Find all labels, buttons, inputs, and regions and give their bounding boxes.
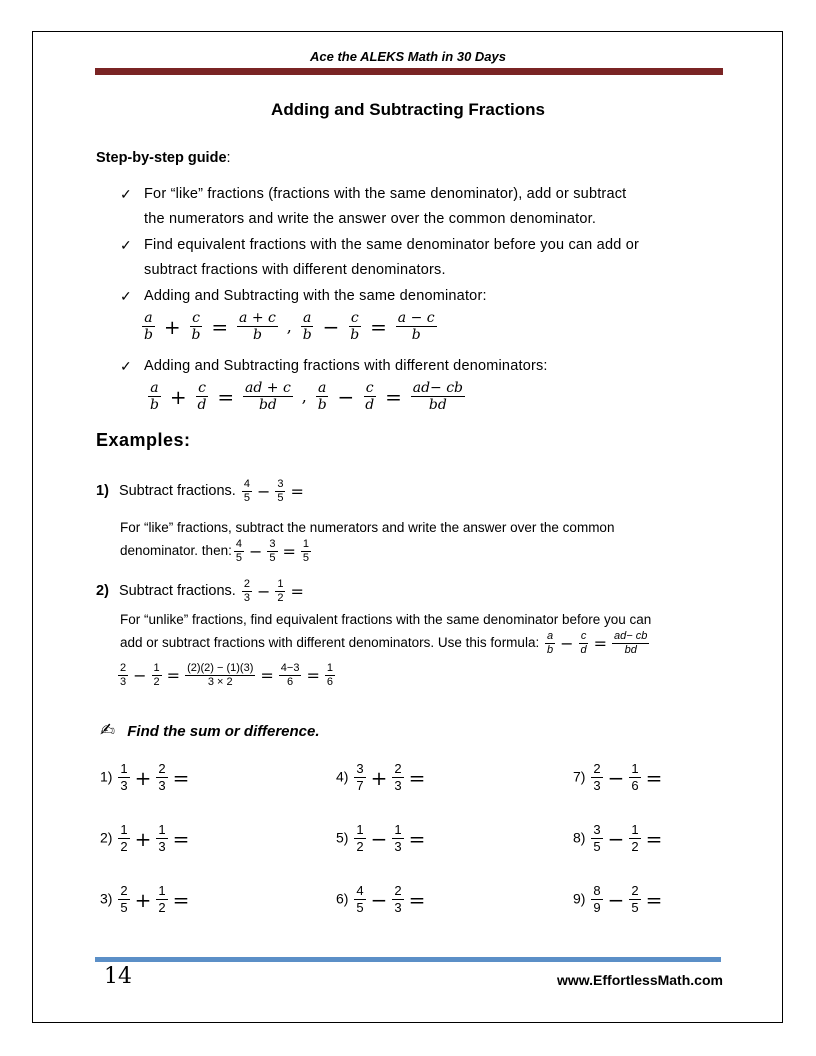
check-icon: ✓ bbox=[120, 237, 132, 253]
problem: 3) $\frac{2}{5}$ + $\frac{1}{2}$ = bbox=[100, 883, 190, 915]
problem-number: 9) bbox=[573, 890, 586, 907]
problem: 7) $\frac{2}{3}$ − $\frac{1}{6}$ = bbox=[573, 761, 663, 793]
guide-heading: Step-by-step guide: bbox=[96, 150, 231, 166]
example-2-solution-line-1: For “unlike” fractions, find equivalent fractions with the same denominator before you can bbox=[120, 612, 652, 627]
problem-number: 5) bbox=[336, 829, 349, 846]
example-2-solution-steps: $\frac{2}{3}$ − $\frac{1}{2}$ = $\frac{(2)(2) - (1)(3)}{3 \times 2}$ = $\frac{4-3}{6}$ = $\frac{1}{6}$ bbox=[120, 662, 333, 688]
bullet-1-line-2: the numerators and write the answer over the common denominator. bbox=[144, 211, 597, 227]
formula-same-denominator: $\frac{a}{b}$ + $\frac{c}{b}$ = $\frac{a + c}{b}$ , $\frac{a}{b}$ − $\frac{c}{b}$ = $\frac{a - c}{b}$ bbox=[144, 310, 435, 344]
formula-different-denominator: $\frac{a}{b}$ + $\frac{c}{d}$ = $\frac{ad + c}{bd}$ , $\frac{a}{b}$ − $\frac{c}{d}$ = $\frac{ad- cb}{bd}$ bbox=[150, 380, 464, 414]
example-1-solution-line-1: For “like” fractions, subtract the numerators and write the answer over the common bbox=[120, 520, 615, 535]
footer-rule bbox=[95, 957, 721, 962]
bullet-4: ✓ Adding and Subtracting fractions with different denominators: bbox=[120, 358, 548, 374]
example-2: 2) Subtract fractions. $\frac{2}{3}$ − $\frac{1}{2}$ = bbox=[96, 578, 304, 604]
problem-number: 6) bbox=[336, 890, 349, 907]
bullet-1: ✓ For “like” fractions (fractions with the same denominator), add or subtract bbox=[120, 186, 627, 202]
bullet-3: ✓ Adding and Subtracting with the same denominator: bbox=[120, 288, 487, 304]
check-icon: ✓ bbox=[120, 358, 132, 374]
example-2-solution-line-2: add or subtract fractions with different denominators. Use this formula: $\frac{a}{b}$ − $\frac{c}{d}$ = $\frac{ad- cb}{bd}$ bbox=[120, 630, 648, 656]
page-number: 14 bbox=[104, 964, 132, 989]
problem-number: 4) bbox=[336, 768, 349, 785]
problem-number: 8) bbox=[573, 829, 586, 846]
problem-number: 7) bbox=[573, 768, 586, 785]
example-1: 1) Subtract fractions. $\frac{4}{5}$ − $\frac{3}{5}$ = bbox=[96, 478, 304, 504]
example-1-solution-line-2: denominator. then: $\frac{4}{5}$ − $\frac{3}{5}$ = $\frac{1}{5}$ bbox=[120, 538, 310, 564]
problem: 8) $\frac{3}{5}$ − $\frac{1}{2}$ = bbox=[573, 822, 663, 854]
problem: 4) $\frac{3}{7}$ + $\frac{2}{3}$ = bbox=[336, 761, 426, 793]
lesson-title: Adding and Subtracting Fractions bbox=[271, 100, 545, 119]
problem-number: 2) bbox=[100, 829, 113, 846]
check-icon: ✓ bbox=[120, 186, 132, 202]
problem: 6) $\frac{4}{5}$ − $\frac{2}{3}$ = bbox=[336, 883, 426, 915]
problem: 9) $\frac{8}{9}$ − $\frac{2}{5}$ = bbox=[573, 883, 663, 915]
problem-number: 1) bbox=[100, 768, 113, 785]
problem-number: 3) bbox=[100, 890, 113, 907]
pencil-icon: ✍ bbox=[100, 720, 116, 741]
problem: 1) $\frac{1}{3}$ + $\frac{2}{3}$ = bbox=[100, 761, 190, 793]
bullet-2-line-2: subtract fractions with different denominators. bbox=[144, 262, 446, 278]
check-icon: ✓ bbox=[120, 288, 132, 304]
header-rule bbox=[95, 68, 723, 75]
bullet-2: ✓ Find equivalent fractions with the same denominator before you can add or bbox=[120, 237, 639, 253]
problem: 2) $\frac{1}{2}$ + $\frac{1}{3}$ = bbox=[100, 822, 190, 854]
examples-heading: Examples: bbox=[96, 430, 191, 450]
exercise-instruction: ✍ Find the sum or difference. bbox=[100, 720, 320, 741]
book-title: Ace the ALEKS Math in 30 Days bbox=[309, 49, 506, 64]
problem: 5) $\frac{1}{2}$ − $\frac{1}{3}$ = bbox=[336, 822, 426, 854]
website-url: www.EffortlessMath.com bbox=[557, 972, 723, 988]
